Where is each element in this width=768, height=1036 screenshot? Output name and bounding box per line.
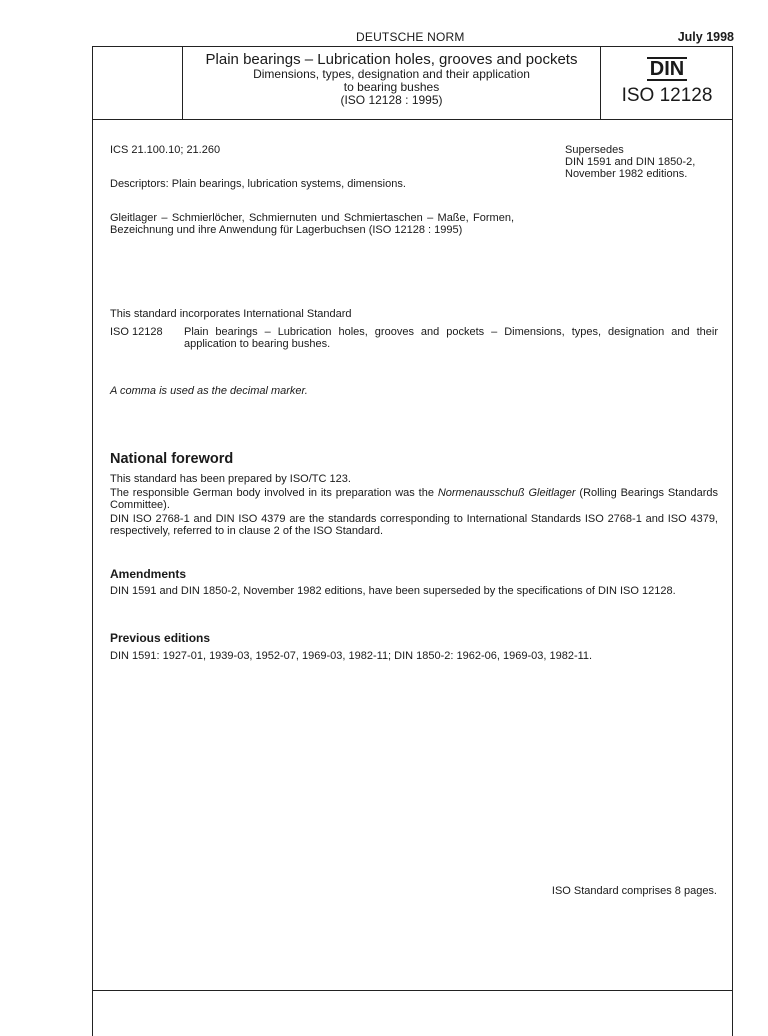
national-foreword-body	[110, 473, 718, 539]
decimal-marker-note: A comma is used as the decimal marker.	[110, 385, 308, 397]
previous-editions-text: DIN 1591: 1927-01, 1939-03, 1952-07, 1969-03, 1982-11; DIN 1850-2: 1962-06, 1969-03, 1982-11.	[110, 650, 593, 662]
foreword-paragraph-1: This standard has been prepared by ISO/TC 123.	[110, 473, 351, 485]
document-title: Plain bearings – Lubrication holes, grooves and pockets	[205, 51, 578, 68]
subtitle-line-1: Dimensions, types, designation and their application	[253, 67, 530, 81]
foreword-p2-tail: (Rolling Bearings Standards Committee).	[110, 487, 718, 511]
supersedes-line-2: DIN 1591 and DIN 1850-2,	[565, 156, 696, 168]
incorporated-standard-code: ISO 12128	[110, 326, 163, 338]
previous-editions-heading: Previous editions	[110, 631, 211, 645]
title-block	[93, 47, 732, 120]
foreword-p2-text: The responsible German body involved in its preparation was the	[110, 487, 438, 499]
amendments-text: DIN 1591 and DIN 1850-2, November 1982 editions, have been superseded by the specifications of DIN ISO 12128.	[110, 585, 676, 597]
document-type-label: DEUTSCHE NORM	[356, 30, 465, 44]
title-block-left-cell	[93, 47, 183, 119]
standard-id-cell	[600, 47, 733, 119]
national-foreword-heading: National foreword	[110, 451, 234, 467]
incorporation-intro: This standard incorporates International Standard	[110, 308, 352, 320]
footer-divider	[92, 990, 733, 991]
incorporated-standard-description: Plain bearings – Lubrication holes, grooves and pockets – Dimensions, types, designation and their application to bearing bushes.	[184, 326, 718, 350]
publication-date: July 1998	[677, 30, 734, 44]
committee-name: Normenausschuß Gleitlager	[437, 487, 576, 499]
german-title: Gleitlager – Schmierlöcher, Schmiernuten und Schmiertaschen – Maße, Formen, Bezeichnung und ihre Anwendung für Lagerbuchsen (ISO 12128 : 1995)	[110, 212, 514, 236]
amendments-heading: Amendments	[110, 567, 187, 581]
supersedes-line-3: November 1982 editions.	[565, 168, 688, 180]
standard-number: ISO 12128	[621, 85, 713, 106]
foreword-paragraph-2	[110, 487, 718, 511]
descriptors: Descriptors: Plain bearings, lubrication systems, dimensions.	[110, 178, 406, 190]
subtitle-line-3: (ISO 12128 : 1995)	[340, 93, 443, 107]
foreword-paragraph-3: DIN ISO 2768-1 and DIN ISO 4379 are the standards corresponding to International Standards ISO 2768-1 and ISO 4379, respectively, referred to in clause 2 of the ISO Standard.	[110, 513, 718, 537]
page-count-note: ISO Standard comprises 8 pages.	[551, 885, 717, 897]
din-logo: DIN	[647, 57, 687, 81]
incorporated-standard	[110, 326, 718, 350]
ics-codes: ICS 21.100.10; 21.260	[110, 144, 221, 156]
subtitle-line-2: to bearing bushes	[343, 80, 440, 94]
supersedes-note	[565, 144, 735, 180]
title-block-center	[183, 47, 600, 119]
supersedes-line-1: Supersedes	[565, 144, 624, 156]
